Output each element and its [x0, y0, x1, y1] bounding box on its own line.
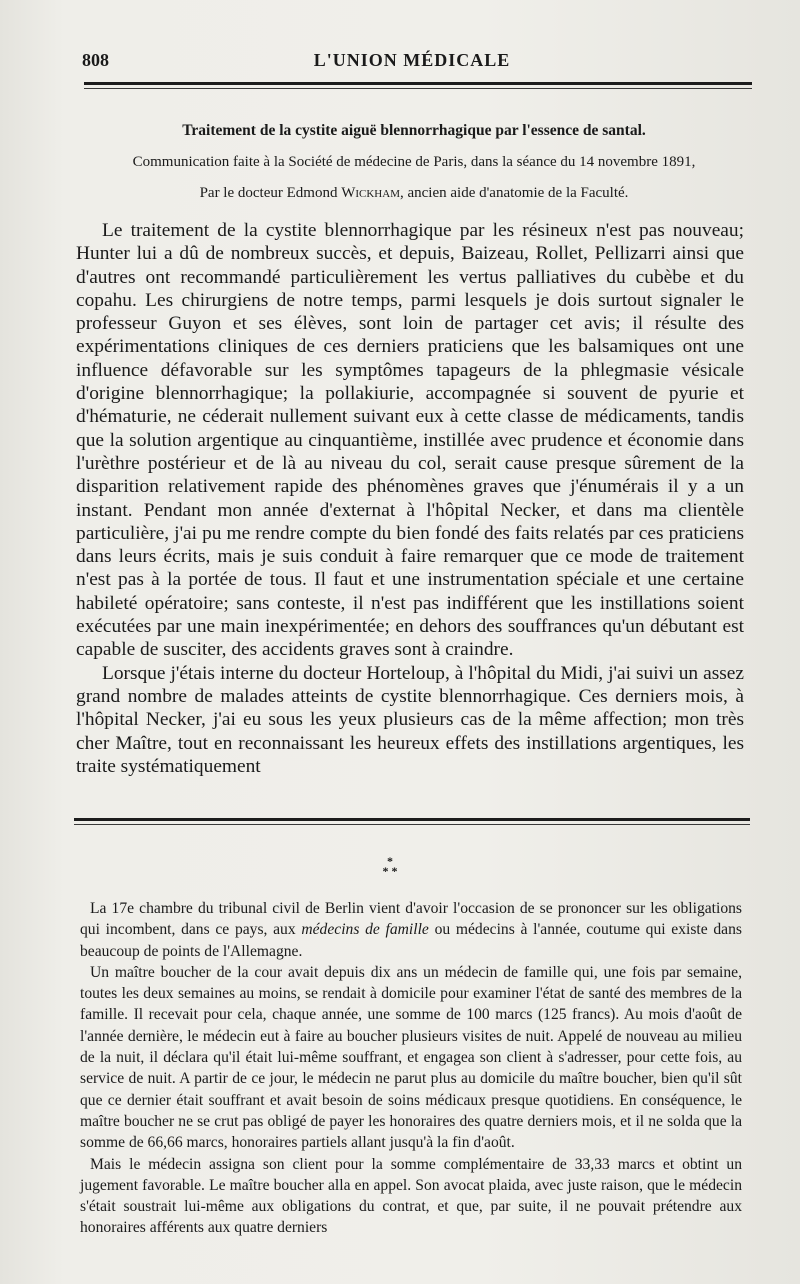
article-title: Traitement de la cystite aiguë blennorrhagique par l'essence de santal.	[182, 122, 646, 139]
news-paragraph-1	[80, 898, 742, 962]
news-p1-before: La 17e chambre du tribunal civil de Berlin vient d'avoir l'occasion de se prononcer sur les obligations qui incombent, dans ce pays, aux	[80, 900, 742, 939]
news-p1-after: ou médecins à l'année, coutume qui existe dans beaucoup de points de l'Allemagne.	[80, 921, 742, 960]
section-rule-thin	[74, 824, 750, 825]
article-paragraph-2: Lorsque j'étais interne du docteur Horteloup, à l'hôpital du Midi, j'ai suivi un assez grand nombre de malades atteints de cystite blennorrhagique. Ces derniers mois, à l'hôpital Necker, j'ai eu sous les yeux plusieurs cas de la même affection; mon très cher Maître, tout en reconnaissant les heureux effets des instillations argentiques, les traite systématiquement	[76, 662, 744, 777]
news-p1-italic: médecins de famille	[301, 921, 429, 939]
asterism-top: *	[387, 854, 393, 868]
article-body	[76, 219, 744, 778]
section-rule	[74, 818, 750, 821]
journal-title: L'UNION MÉDICALE	[313, 50, 511, 70]
page-header	[82, 50, 742, 76]
news-paragraph-2: Un maître boucher de la cour avait depuis dix ans un médecin de famille qui, une fois par semaine, toutes les deux semaines au moins, se rendait à domicile pour examiner l'état de santé des membres de la famille. Il recevait pour cela, chaque année, une somme de 100 marcs (125 francs). Au mois d'août de l'année dernière, le médecin eut à faire au boucher plusieurs visites de nuit. Appelé de nouveau au milieu de la nuit, il déclara qu'il était lui-même souffrant, et engagea son client à s'adresser, pour cette fois, au service de nuit. A partir de ce jour, le médecin ne parut plus au domicile du maître boucher, bien qu'il sût que ce dernier était souffrant et avait besoin de soins médicaux presque quotidiens. En conséquence, le maître boucher ne se crut pas obligé de payer les honoraires des quatre derniers mois, et il ne solda que la somme de 66,66 marcs, honoraires partiels allant jusqu'à la fin d'août.	[80, 963, 742, 1152]
news-paragraph-3: Mais le médecin assigna son client pour la somme complémentaire de 33,33 marcs et obtint un jugement favorable. Le maître boucher alla en appel. Son avocat plaida, avec juste raison, que le médecin s'était soustrait lui-même aux obligations du contrat, et que, par suite, il ne pouvait prétendre aux honoraires afférents aux quatre derniers	[80, 1155, 742, 1237]
news-item	[80, 898, 742, 1239]
header-rule-thin	[84, 88, 752, 89]
asterism-bottom: * *	[382, 864, 398, 878]
author-name: Wickham	[341, 185, 400, 201]
author-suffix: , ancien aide d'anatomie de la Faculté.	[399, 185, 629, 201]
asterism-separator	[360, 856, 420, 876]
article-author-line	[84, 185, 744, 202]
article-communication-note: Communication faite à la Société de médecine de Paris, dans la séance du 14 novembre 1891,	[132, 154, 696, 170]
article-paragraph-1: Le traitement de la cystite blennorrhagique par les résineux n'est pas nouveau; Hunter lui a dû de nombreux succès, et depuis, Baizeau, Rollet, Pellizarri ainsi que d'autres ont recommandé particulièrement les vertus palliatives du cubèbe et du copahu. Les chirurgiens de notre temps, parmi lesquels je dois surtout signaler le professeur Guyon et ses élèves, sont loin de partager cet avis; il résulte des expérimentations cliniques de ces derniers praticiens que les balsamiques ont une influence défavorable sur les symptômes tapageurs de la phlegmasie vésicale d'origine blennorrhagique; la pollakiurie, accompagnée si souvent de pyurie et d'hématurie, ne céderait nullement suivant eux à cette classe de médicaments, tandis que la solution argentique au cinquantième, instillée avec prudence et économie dans l'urèthre postérieur et de là au niveau du col, serait cause presque sûrement de la disparition relativement rapide des phénomènes graves que j'énumérais il y a un instant. Pendant mon année d'externat à l'hôpital Necker, et dans ma clientèle particulière, j'ai pu me rendre compte du bien fondé des faits relatés par ces praticiens dans leurs écrits, mais je suis conduit à faire remarquer que ce mode de traitement n'est pas à la portée de tous. Il faut et une instrumentation spéciale et une certaine habileté opératoire; sans conteste, il n'est pas indifférent que les instillations soient exécutées par une main inexpérimentée; en dehors des souffrances qu'un débutant est capable de susciter, des accidents graves sont à craindre.	[76, 220, 744, 661]
author-prefix: Par le docteur Edmond	[199, 185, 342, 201]
page-number: 808	[82, 50, 109, 70]
header-rule	[84, 82, 752, 85]
